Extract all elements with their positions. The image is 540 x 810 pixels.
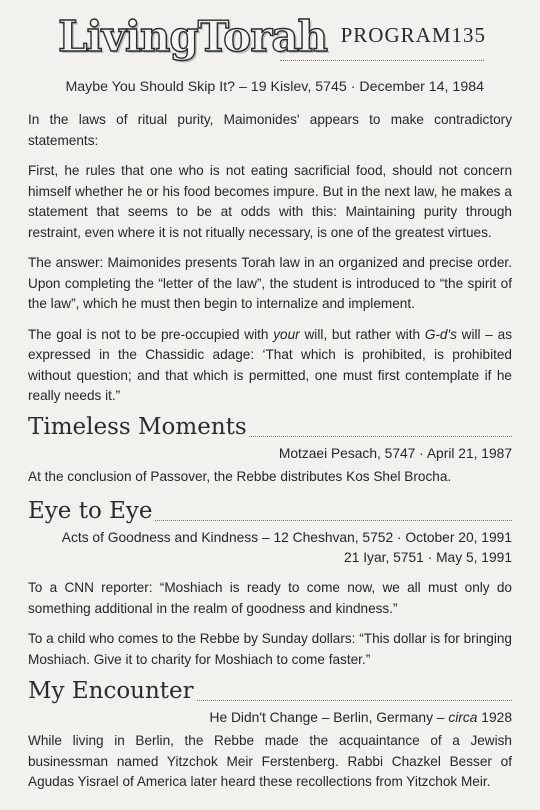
section-heading <box>28 678 512 708</box>
section-text: To a child who comes to the Rebbe by Sunday dollars: “This dollar is for bringing Moshiach. Give it to charity for Moshiach to come faster.” <box>28 631 512 667</box>
text-run: He Didn't Change – Berlin, Germany – <box>209 710 449 725</box>
text-run: will – as expressed in the Chassidic adage: ‘That which is prohibited, is prohibited without question; and that which is permitted, one must first contemplate if he really needs it.” <box>28 326 512 403</box>
section-text: At the conclusion of Passover, the Rebbe distributes Kos Shel Brocha. <box>28 469 452 484</box>
program-number: PROGRAM135 <box>340 23 486 47</box>
section-date: Acts of Goodness and Kindness – 12 Cheshvan, 5752 · October 20, 1991 <box>61 530 512 545</box>
timeless-moments-section <box>28 414 512 498</box>
intro-section <box>28 110 512 417</box>
section-text: To a CNN reporter: “Moshiach is ready to come now, we all must only do something additional in the realm of goodness and kindness.” <box>28 580 512 616</box>
section-title: Timeless Moments <box>28 414 247 440</box>
section-title: Eye to Eye <box>28 498 153 524</box>
episode-subtitle: Maybe You Should Skip It? – 19 Kislev, 5745 · December 14, 1984 <box>65 79 484 95</box>
intro-paragraph: The answer: Maimonides presents Torah law in an organized and precise order. Upon completing the “letter of the law”, the student is introduced to “the spirit of the law”, which he must then begin to internalize and implement. <box>28 255 512 311</box>
section-text: While living in Berlin, the Rebbe made the acquaintance of a Jewish businessman named Yitzchok Meir Ferstenberg. Rabbi Chazkel Besser of Agudas Yisrael of America later heard these recollections from Yitzchok Meir. <box>28 733 512 789</box>
intro-paragraph: First, he rules that one who is not eating sacrificial food, should not concern himself whether he or his food becomes impure. But in the next law, he makes a statement that seems to be at odds with this: Maintaining purity through restraint, even where it is not ritually necessary, is one of the greatest virtues. <box>28 163 512 240</box>
intro-paragraph <box>28 325 512 407</box>
intro-paragraph: In the laws of ritual purity, Maimonides' appears to make contradictory statements: <box>28 112 512 148</box>
text-run: The goal is not to be pre-occupied with <box>28 326 274 342</box>
my-encounter-section <box>28 678 512 803</box>
eye-to-eye-section <box>28 498 512 680</box>
header-divider <box>280 60 484 61</box>
emphasis: your <box>273 326 300 342</box>
section-heading <box>28 414 512 444</box>
section-title: My Encounter <box>28 678 194 704</box>
section-heading <box>28 498 512 528</box>
text-run: will, but rather with <box>299 326 425 342</box>
emphasis: G-d's <box>424 326 457 342</box>
emphasis: circa <box>448 710 478 725</box>
section-date <box>28 708 512 728</box>
section-date: Motzaei Pesach, 5747 · April 21, 1987 <box>278 446 512 461</box>
living-torah-logo: LivingTorah <box>58 12 328 61</box>
text-run: 1928 <box>477 710 512 725</box>
section-date: 21 Iyar, 5751 · May 5, 1991 <box>344 550 512 565</box>
header <box>28 0 512 96</box>
